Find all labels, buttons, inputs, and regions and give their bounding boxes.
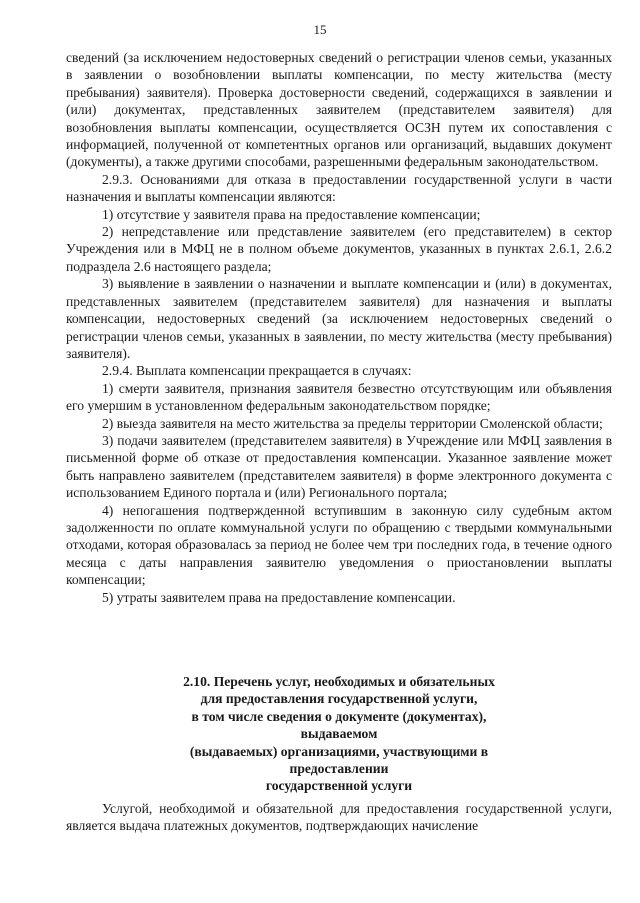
list-item-termination-3: 3) подачи заявителем (представителем заявителя) в Учреждение или МФЦ заявления в письменной форме об отказе от предоставления компенсации. Указанное заявление может быть направлено заявителем (представителем заявителя) в форме электронного документа с использованием Единого портала и (или) Регионального портала;	[66, 432, 612, 501]
list-item-termination-2: 2) выезда заявителя на место жительства за пределы территории Смоленской области;	[102, 415, 603, 431]
paragraph-services: Услугой, необходимой и обязательной для предоставления государственной услуги, является выдача платежных документов, подтверждающих начисление	[66, 801, 612, 834]
list-item-refusal-2: 2) непредставление или представление заявителем (его представителем) в сектор Учреждения или в МФЦ не в полном объеме документов, указанных в пунктах 2.6.1, 2.6.2 подраздела 2.6 настоящего раздела;	[66, 224, 612, 274]
list-item-termination-1: 1) смерти заявителя, признания заявителя безвестно отсутствующим или объявления его умершим в установленном федеральным законодательством порядке;	[66, 380, 612, 414]
heading-line: в том числе сведения о документе (документах),	[191, 708, 487, 724]
section-heading-2-10	[66, 673, 612, 795]
heading-line: для предоставления государственной услуги,	[200, 691, 478, 707]
heading-line: (выдаваемых) организациями, участвующими в	[189, 743, 489, 759]
list-item-termination-4: 4) непогашения подтвержденной вступившим в законную силу судебным актом задолженности по оплате коммунальной услуги по обращению с твердыми коммунальными отходами, которая образовалась за период не более чем три последних года, в течение одного месяца с даты направления заявителю уведомления о приостановлении выплаты компенсации;	[66, 502, 612, 588]
paragraph-2-9-3: 2.9.3. Основаниями для отказа в предоставлении государственной услуги в части назначения и выплаты компенсации являются:	[66, 171, 612, 205]
list-item-termination-5: 5) утраты заявителем права на предоставление компенсации.	[102, 589, 456, 605]
heading-line: предоставлении	[289, 761, 389, 777]
body-text	[66, 49, 612, 606]
heading-line: 2.10. Перечень услуг, необходимых и обязательных	[183, 674, 495, 689]
list-item-refusal-1: 1) отсутствие у заявителя права на предоставление компенсации;	[102, 206, 481, 222]
paragraph-2-9-4: 2.9.4. Выплата компенсации прекращается в случаях:	[102, 363, 412, 379]
closing-text	[66, 800, 612, 835]
paragraph-continuation: сведений (за исключением недостоверных сведений о регистрации членов семьи, указанных в заявлении о возобновлении выплаты компенсации, по месту жительства (месту пребывания) заявителя). Проверка достоверности сведений, содержащихся в заявлении и (или) документах, представленных заявителем (представителем заявителя) для возобновления выплаты компенсации, осуществляется ОСЗН путем их сопоставления с информацией, полученной от компетентных органов или организаций, выдавших документ (документы), а также другими способами, разрешенными федеральным законодательством.	[66, 50, 612, 170]
heading-line: выдаваемом	[300, 726, 378, 742]
heading-line: государственной услуги	[265, 778, 413, 794]
page-number: 15	[313, 22, 327, 37]
list-item-refusal-3: 3) выявление в заявлении о назначении и выплате компенсации и (или) в документах, представленных заявителем (представителем заявителя) для назначения и выплаты компенсации, недостоверных сведений (за исключением недостоверных сведений о регистрации членов семьи, указанных в заявлении, по месту жительства (месту пребывания) заявителя).	[66, 276, 612, 361]
